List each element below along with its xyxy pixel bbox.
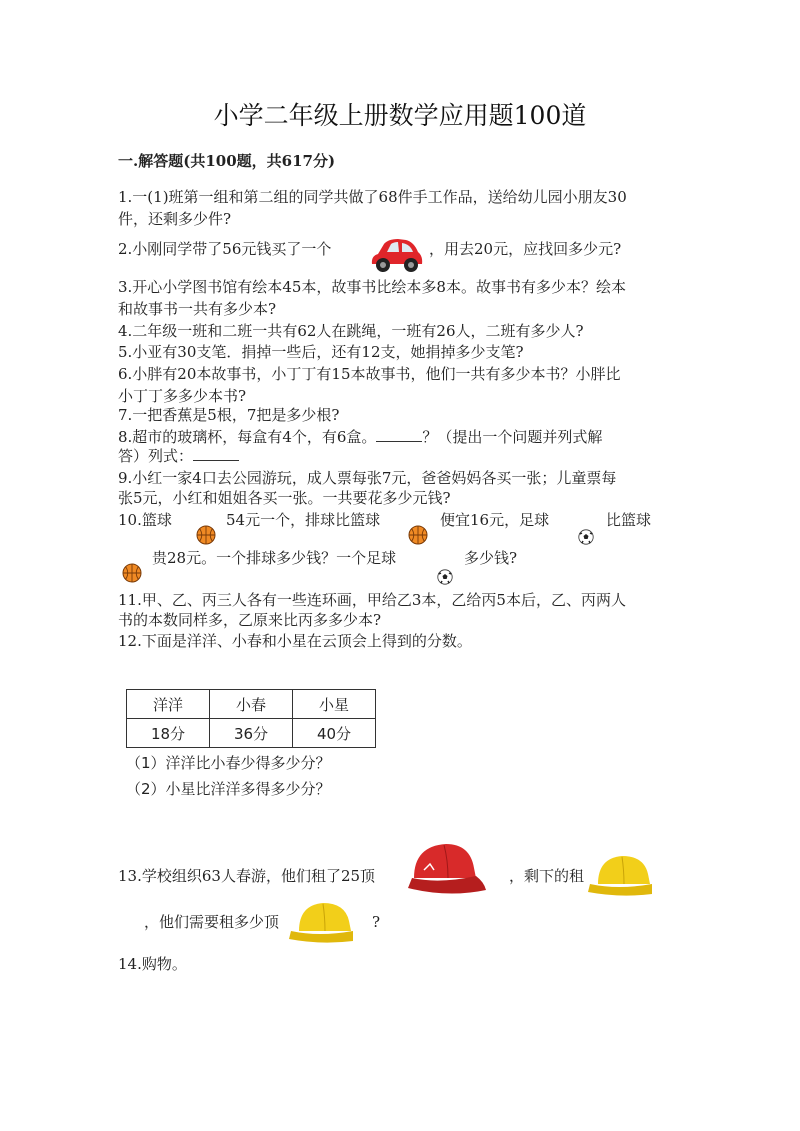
question-5: 5.小亚有30支笔．捐掉一些后，还有12支，她捐掉多少支笔? <box>118 343 524 361</box>
table-cell: 18分 <box>127 719 210 748</box>
question-4: 4.二年级一班和二班一共有62人在跳绳，一班有26人，二班有多少人? <box>118 322 584 340</box>
question-10-text-c: 便宜16元，足球 <box>440 511 550 529</box>
question-3-line-1: 3.开心小学图书馆有绘本45本，故事书比绘本多8本。故事书有多少本？绘本 <box>118 278 626 296</box>
question-8-line-2 <box>118 445 239 467</box>
sub-question-1: （1）洋洋比小春少得多少分？ <box>126 754 331 772</box>
yellow-cap-icon <box>289 899 355 947</box>
sub-question-2: （2）小星比洋洋多得多少分？ <box>126 780 331 798</box>
basketball-icon <box>408 525 428 545</box>
question-2-text-a: 2.小刚同学带了56元钱买了一个 <box>118 240 332 258</box>
soccer-ball-icon <box>578 529 594 545</box>
question-6-line-1: 6.小胖有20本故事书，小丁丁有15本故事书，他们一共有多少本书？小胖比 <box>118 365 621 383</box>
yellow-cap-icon <box>588 852 654 900</box>
table-header-cell: 洋洋 <box>127 690 210 719</box>
red-cap-icon <box>404 838 488 900</box>
question-12: 12.下面是洋洋、小春和小星在云顶会上得到的分数。 <box>118 632 472 650</box>
table-header-row <box>127 690 376 719</box>
score-table <box>126 689 376 748</box>
question-13-text-d: ? <box>372 913 381 931</box>
question-11-line-2: 书的本数同样多，乙原来比丙多多少本? <box>118 611 382 629</box>
question-8-text-c: 答）列式： <box>118 447 194 465</box>
question-10-text-d: 比篮球 <box>606 511 652 529</box>
answer-blank[interactable] <box>376 427 422 442</box>
question-6-line-2: 小丁丁多多少本书? <box>118 387 247 405</box>
question-3-line-2: 和故事书一共有多少本? <box>118 300 277 318</box>
toy-car-icon <box>368 236 424 276</box>
table-cell: 40分 <box>293 719 376 748</box>
question-13-text-c: ，他们需要租多少顶 <box>144 913 280 931</box>
page-title: 小学二年级上册数学应用题100道 <box>213 101 587 130</box>
table-header-cell: 小春 <box>210 690 293 719</box>
table-row <box>127 719 376 748</box>
question-1-line-1: 1.一(1)班第一组和第二组的同学共做了68件手工作品，送给幼儿园小朋友30 <box>118 188 627 206</box>
question-13-text-b: ，剩下的租 <box>509 867 585 885</box>
question-9-line-2: 张5元，小红和姐姐各买一张。一共要花多少元钱? <box>118 489 451 507</box>
question-10-text-b: 54元一个，排球比篮球 <box>226 511 381 529</box>
question-10-text-a: 10.篮球 <box>118 511 172 529</box>
question-14: 14.购物。 <box>118 955 187 973</box>
question-8-text-a: 8.超市的玻璃杯，每盒有4个，有6盒。 <box>118 428 377 446</box>
question-2-text-b: ，用去20元，应找回多少元? <box>429 240 622 258</box>
question-13-text-a: 13.学校组织63人春游，他们租了25顶 <box>118 867 376 885</box>
table-header-cell: 小星 <box>293 690 376 719</box>
basketball-icon <box>122 563 142 583</box>
question-11-line-1: 11.甲、乙、丙三人各有一些连环画，甲给乙3本，乙给丙5本后，乙、丙两人 <box>118 591 626 609</box>
question-10-text-f: 多少钱? <box>464 549 518 567</box>
section-heading: 一.解答题(共100题，共617分) <box>118 152 336 170</box>
question-8-text-b: ？（提出一个问题并列式解 <box>422 428 603 446</box>
question-1-line-2: 件，还剩多少件? <box>118 210 232 228</box>
soccer-ball-icon <box>437 569 453 585</box>
basketball-icon <box>196 525 216 545</box>
question-10-text-e: 贵28元。一个排球多少钱？一个足球 <box>152 549 397 567</box>
answer-blank[interactable] <box>193 446 239 461</box>
question-9-line-1: 9.小红一家4口去公园游玩，成人票每张7元，爸爸妈妈各买一张；儿童票每 <box>118 469 617 487</box>
question-7: 7.一把香蕉是5根，7把是多少根? <box>118 406 340 424</box>
table-cell: 36分 <box>210 719 293 748</box>
